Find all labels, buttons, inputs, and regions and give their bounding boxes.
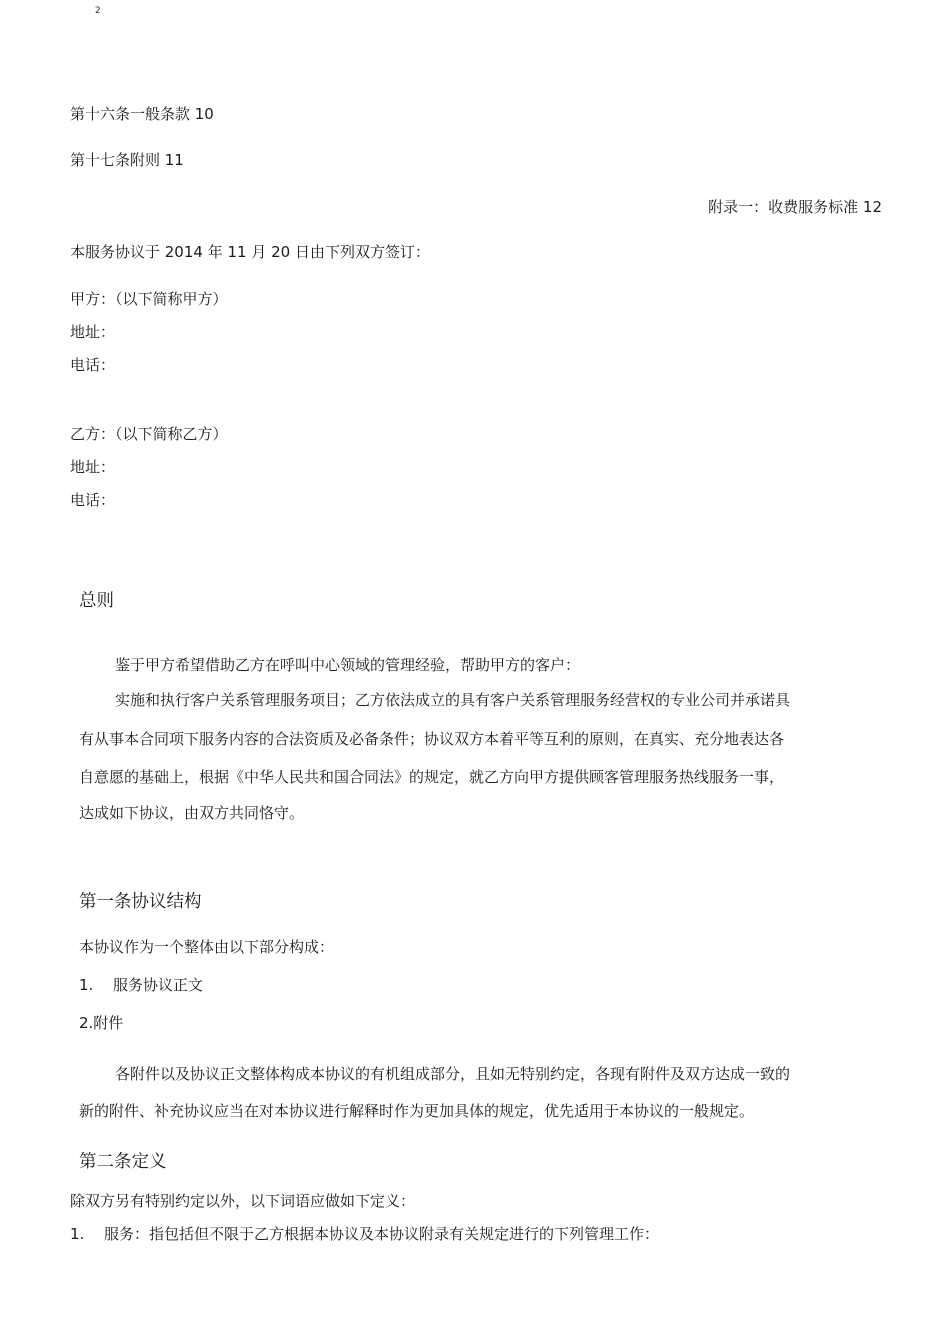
article-2-item-1 (70, 1224, 660, 1244)
article-1-heading: 第一条协议结构 (79, 892, 202, 912)
party-a-address-label: 地址： (70, 323, 116, 341)
general-heading: 总则 (79, 591, 114, 611)
article-1-item-1 (79, 975, 204, 995)
toc-item-16: 第十六条一般条款 10 (70, 105, 214, 123)
general-para-2-line-2: 有从事本合同项下服务内容的合法资质及必备条件；协议双方本着平等互利的原则，在真实、充分地表达各 (79, 730, 785, 748)
page-number: 2 (95, 6, 101, 16)
general-para-2-line-1: 实施和执行客户关系管理服务项目；乙方依法成立的具有客户关系管理服务经营权的专业公司并承诺具 (115, 691, 791, 709)
article-1-intro: 本协议作为一个整体由以下部分构成： (79, 938, 335, 956)
article-2-item-1-text: 服务：指包括但不限于乙方根据本协议及本协议附录有关规定进行的下列管理工作： (104, 1225, 660, 1243)
party-b-address-label: 地址： (70, 458, 116, 476)
signing-statement: 本服务协议于 2014 年 11 月 20 日由下列双方签订： (70, 243, 430, 261)
general-para-2-line-4: 达成如下协议，由双方共同恪守。 (79, 804, 305, 822)
article-1-para-line-1: 各附件以及协议正文整体构成本协议的有机组成部分，且如无特别约定，各现有附件及双方达成一致的 (115, 1065, 791, 1083)
general-para-1: 鉴于甲方希望借助乙方在呼叫中心领域的管理经验，帮助甲方的客户： (115, 656, 581, 674)
article-2-heading: 第二条定义 (79, 1152, 167, 1172)
party-b-name: 乙方：（以下简称乙方） (70, 425, 228, 443)
article-1-para-line-2: 新的附件、补充协议应当在对本协议进行解释时作为更加具体的规定，优先适用于本协议的一般规定。 (79, 1102, 755, 1120)
party-a-name: 甲方：（以下简称甲方） (70, 290, 228, 308)
toc-item-17: 第十七条附则 11 (70, 151, 184, 169)
article-1-item-2: 2.附件 (79, 1014, 124, 1032)
article-2-item-1-number: 1. (70, 1225, 85, 1243)
party-a-phone-label: 电话： (70, 356, 116, 374)
article-1-item-1-text: 服务协议正文 (113, 976, 204, 994)
party-b-phone-label: 电话： (70, 491, 116, 509)
article-1-item-1-number: 1. (79, 976, 94, 994)
article-2-intro: 除双方另有特别约定以外，以下词语应做如下定义： (70, 1192, 416, 1210)
toc-appendix-1: 附录一：收费服务标准 12 (708, 198, 882, 216)
general-para-2-line-3: 自意愿的基础上，根据《中华人民共和国合同法》的规定，就乙方向甲方提供顾客管理服务热线服务一事， (79, 768, 785, 786)
